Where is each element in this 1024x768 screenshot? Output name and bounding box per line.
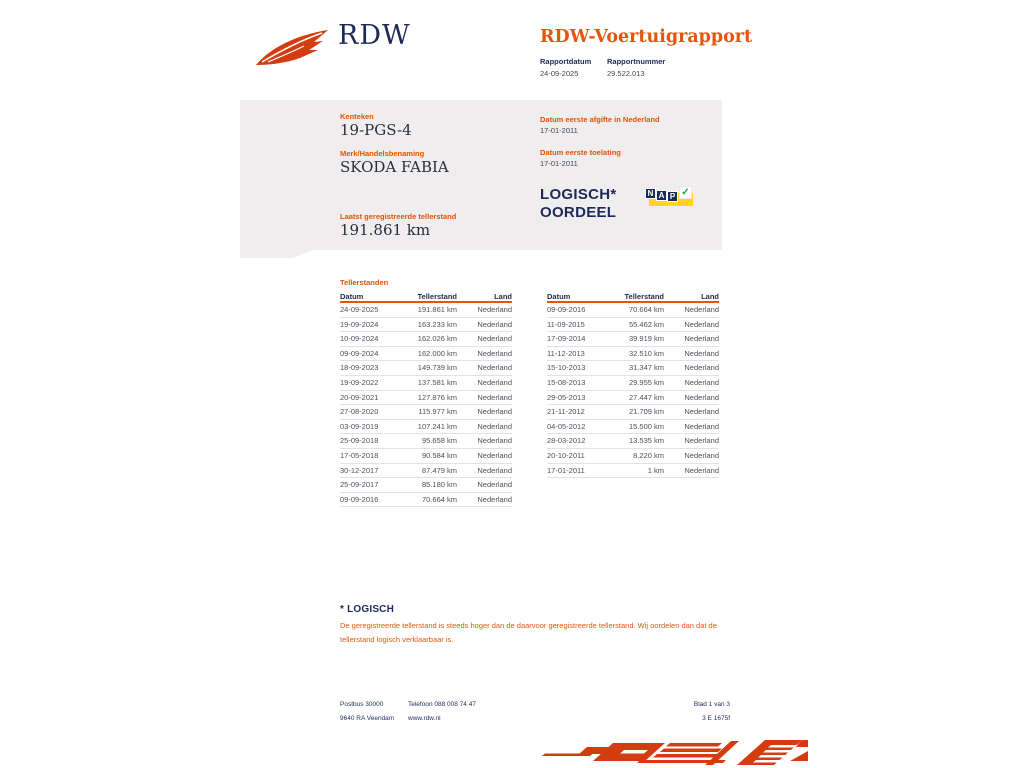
table-cell: 27-08-2020 [340,407,379,417]
table-cell: Nederland [684,319,719,329]
table-cell: 28-03-2012 [547,436,586,446]
table-row [340,478,512,493]
table-row [547,405,719,420]
tellerstanden-table-left [340,291,512,507]
table-cell: Nederland [477,494,512,504]
table-row [340,493,512,508]
footnote-title: * LOGISCH [340,604,395,615]
oordeel-line2: OORDEEL [540,204,617,221]
table-cell: Nederland [684,334,719,344]
table-cell: Nederland [477,363,512,373]
table-cell: 55.462 km [628,319,664,329]
table-cell: 04-05-2012 [547,421,586,431]
table-cell: Nederland [477,334,512,344]
table-header [547,291,719,303]
table-cell: 163.233 km [417,319,457,329]
table-row [340,391,512,406]
table-cell: 1 km [647,465,664,475]
table-cell: 27.447 km [628,392,664,402]
table-cell: 29-05-2013 [547,392,586,402]
table-row [547,420,719,435]
table-cell: Nederland [684,450,719,460]
col-land: Land [701,292,719,301]
table-row [340,420,512,435]
table-cell: 137.581 km [417,377,457,387]
col-tellerstand: Tellerstand [624,292,664,301]
table-cell: 149.739 km [417,363,457,373]
table-cell: 85.180 km [421,480,457,490]
table-row [340,434,512,449]
table-cell: 20-10-2011 [547,450,585,460]
table-cell: 13.535 km [628,436,664,446]
table-cell: 15.500 km [628,421,664,431]
nap-letter-a: A [656,190,667,201]
table-cell: 21-11-2012 [547,407,585,417]
toelating-value: 17-01-2011 [540,159,578,168]
tellerstand-value: 191.861 km [340,221,431,239]
table-row [547,464,719,479]
table-cell: 17-09-2014 [547,334,586,344]
table-cell: 17-01-2011 [547,465,585,475]
vehicle-summary-panel-tab [240,250,312,258]
nap-letter-n: N [645,188,656,199]
footer-website-link[interactable]: www.rdw.nl [408,715,441,722]
table-cell: 107.241 km [417,421,457,431]
afgifte-label: Datum eerste afgifte in Nederland [540,115,660,124]
footer-address-line1: Postbus 30000 [340,701,384,708]
table-cell: 162.026 km [417,334,457,344]
table-cell: 21.709 km [628,407,664,417]
nap-letter-p: P [667,191,678,202]
footer-page-number: Blad 1 van 3 [693,701,730,708]
table-cell: 11-12-2013 [547,348,585,358]
table-cell: Nederland [477,450,512,460]
table-cell: 17-05-2018 [340,450,379,460]
nap-checkmark-icon: ✓ [679,186,692,199]
table-cell: Nederland [477,421,512,431]
table-cell: 15-10-2013 [547,363,586,373]
table-cell: 19-09-2022 [340,377,379,387]
table-cell: Nederland [684,305,719,314]
table-row [340,361,512,376]
merk-label: Merk/Handelsbenaming [340,149,425,158]
table-cell: Nederland [684,392,719,402]
table-cell: 70.664 km [628,305,664,314]
table-row [547,449,719,464]
col-land: Land [494,292,512,301]
table-cell: 31.347 km [628,363,664,373]
table-row [547,347,719,362]
tables-title: Tellerstanden [340,278,389,287]
footnote-text: De geregistreerde tellerstand is steeds hoger dan de daarvoor geregistreerde tellerstand. Wij oordelen dan dat de tellerstand logisch verklaarbaar is. [340,621,717,644]
table-row [547,303,719,318]
afgifte-value: 17-01-2011 [540,126,578,135]
table-cell: Nederland [477,407,512,417]
table-cell: Nederland [477,377,512,387]
table-cell: Nederland [684,436,719,446]
table-header [340,291,512,303]
table-cell: Nederland [477,319,512,329]
table-body [340,303,512,507]
table-cell: 20-09-2021 [340,392,379,402]
table-row [340,449,512,464]
table-cell: 11-09-2015 [547,319,585,329]
table-cell: 191.861 km [417,305,457,314]
table-cell: Nederland [684,348,719,358]
table-cell: 90.584 km [421,450,457,460]
table-cell: 03-09-2019 [340,421,379,431]
table-row [547,391,719,406]
kenteken-value: 19-PGS-4 [340,121,412,139]
table-cell: 127.876 km [417,392,457,402]
table-cell: Nederland [684,363,719,373]
rdw-wing-graphic-icon [540,737,808,768]
table-cell: 29.955 km [628,377,664,387]
table-cell: 39.919 km [628,334,664,344]
report-date-value: 24-09-2025 [540,69,579,78]
footer-address-line2: 9640 RA Veendam [340,715,395,722]
table-cell: 09-09-2024 [340,348,379,358]
tellerstanden-table-right [547,291,719,478]
table-row [340,464,512,479]
table-cell: Nederland [477,465,512,475]
table-row [340,318,512,333]
table-cell: 8.220 km [633,450,664,460]
table-row [340,332,512,347]
rdw-feather-logo-icon [252,22,332,68]
nap-logo [645,184,699,210]
table-cell: 09-09-2016 [547,305,586,314]
table-cell: 162.000 km [417,348,457,358]
col-datum: Datum [547,292,571,301]
table-cell: 15-08-2013 [547,377,586,387]
oordeel-verdict [540,186,617,222]
table-cell: 32.510 km [628,348,664,358]
table-row [547,434,719,449]
report-number-label: Rapportnummer [607,57,666,66]
kenteken-label: Kenteken [340,112,374,121]
footer-phone: Telefoon 088 008 74 47 [408,701,476,708]
table-cell: Nederland [684,421,719,431]
table-cell: 30-12-2017 [340,465,379,475]
table-row [547,361,719,376]
table-row [547,332,719,347]
table-cell: 09-09-2016 [340,494,379,504]
col-tellerstand: Tellerstand [417,292,457,301]
page-title: RDW-Voertuigrapport [540,27,753,47]
table-cell: Nederland [684,407,719,417]
table-cell: 10-09-2024 [340,334,379,344]
table-cell: Nederland [477,305,512,314]
merk-value: SKODA FABIA [340,158,449,176]
table-cell: 70.664 km [421,494,457,504]
table-row [340,303,512,318]
col-datum: Datum [340,292,364,301]
table-cell: Nederland [477,392,512,402]
table-row [547,376,719,391]
table-cell: 18-09-2023 [340,363,379,373]
footer-form-code: 3 E 1675f [702,715,730,722]
table-cell: Nederland [477,436,512,446]
table-cell: 25-09-2017 [340,480,379,490]
table-cell: 24-09-2025 [340,305,379,314]
table-row [340,347,512,362]
table-cell: Nederland [477,348,512,358]
report-number-value: 29.522.013 [607,69,645,78]
table-cell: 115.977 km [418,407,457,417]
table-body [547,303,719,478]
table-row [340,405,512,420]
rdw-logo-text: RDW [338,20,411,51]
table-cell: 19-09-2024 [340,319,379,329]
table-cell: Nederland [477,480,512,490]
table-cell: Nederland [684,377,719,387]
tellerstand-label: Laatst geregistreerde tellerstand [340,212,457,221]
toelating-label: Datum eerste toelating [540,148,621,157]
table-cell: Nederland [684,465,719,475]
table-cell: 95.658 km [421,436,457,446]
report-date-label: Rapportdatum [540,57,592,66]
oordeel-line1: LOGISCH* [540,186,617,203]
table-row [547,318,719,333]
table-cell: 25-09-2018 [340,436,379,446]
table-cell: 87.479 km [421,465,457,475]
table-row [340,376,512,391]
